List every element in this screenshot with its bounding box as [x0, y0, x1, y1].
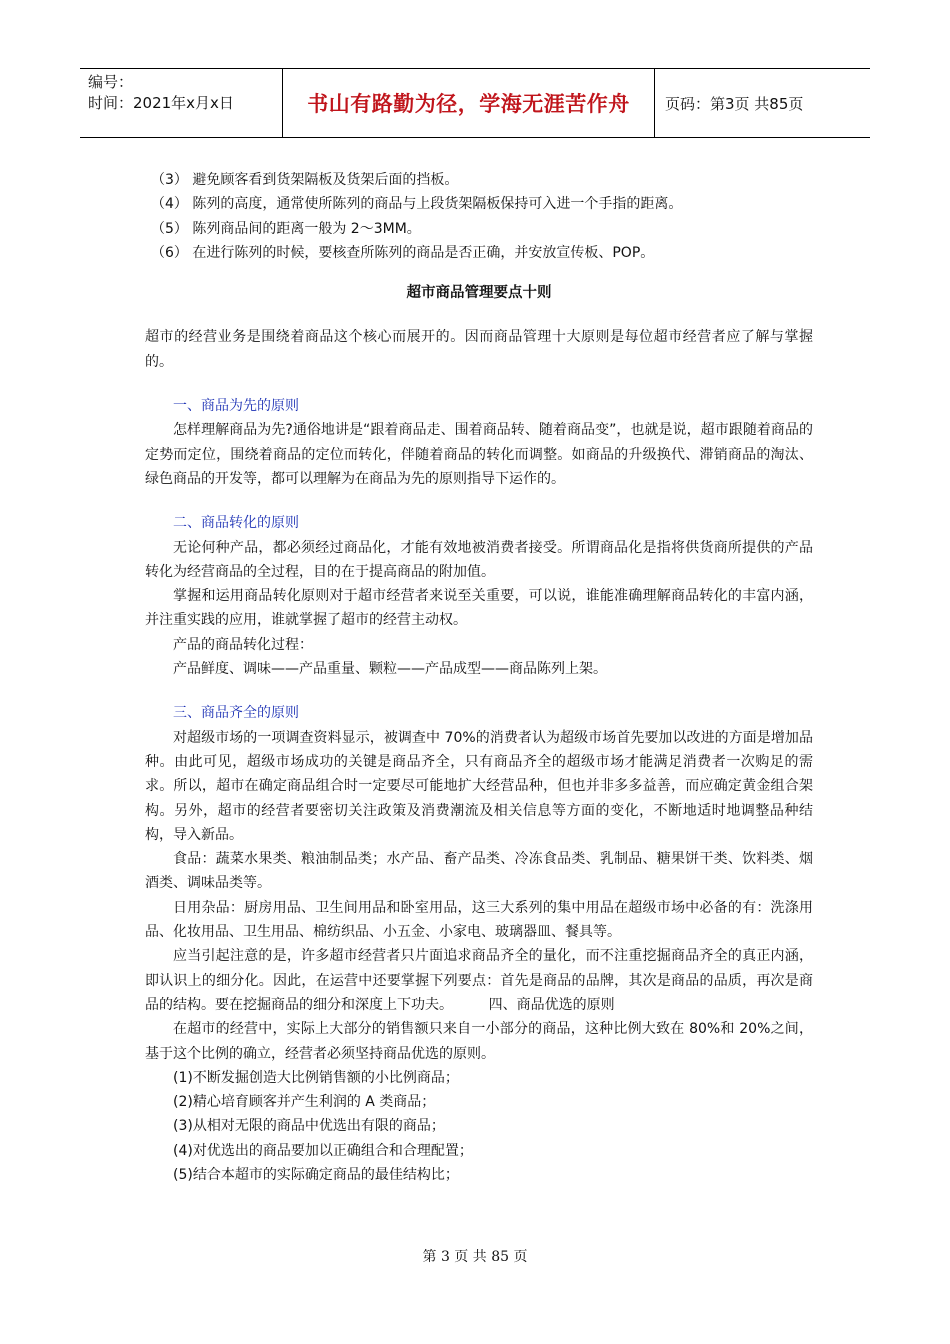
- number-label: 编号：: [88, 73, 134, 91]
- section-heading: 一、商品为先的原则: [173, 398, 299, 415]
- paragraph: 掌握和运用商品转化原则对于超市经营者来说至关重要，可以说，谁能准确理解商品转化的丰富内涵，并注重实践的应用，谁就掌握了超市的经营主动权。: [145, 588, 813, 629]
- list-item: (3)从相对无限的商品中优选出有限的商品；: [173, 1118, 445, 1135]
- paragraph: 无论何种产品，都必须经过商品化，才能有效地被消费者接受。所谓商品化是指将供货商所提供的产品转化为经营商品的全过程，目的在于提高商品的附加值。: [145, 539, 813, 580]
- time-label: 时间：2021年x月x日: [88, 94, 234, 112]
- inline-section-heading: 四、商品优选的原则: [488, 996, 615, 1013]
- list-item: (4)对优选出的商品要加以正确组合和合理配置；: [173, 1142, 473, 1159]
- paragraph: 怎样理解商品为先?通俗地讲是“跟着商品走、围着商品转、随着商品变”，也就是说，超市跟随着商品的定势而定位，围绕着商品的定位而转化，伴随着商品的转化而调整。如商品的升级换代、滞销商品的淘汰、绿色商品的开发等，都可以理解为在商品为先的原则指导下运作的。: [145, 422, 813, 487]
- list-item: （6） 在进行陈列的时候，要核查所陈列的商品是否正确，并安放宣传板、POP。: [151, 244, 655, 261]
- list-item: (1)不断发掘创造大比例销售额的小比例商品；: [173, 1069, 459, 1086]
- page-header: [80, 68, 870, 138]
- list-item: （3） 避免顾客看到货架隔板及货架后面的挡板。: [151, 172, 459, 188]
- paragraph: 对超级市场的一项调查资料显示，被调查中 70%的消费者认为超级市场首先要加以改进的方面是增加品种。由此可见，超级市场成功的关键是商品齐全，只有商品齐全的超级市场才能满足消费者一次购足的需求。所以，超市在确定商品组合时一定要尽可能地扩大经营品种，但也并非多多益善，而应确定黄金组合架构。另外，超市的经营者要密切关注政策及消费潮流及相关信息等方面的变化，不断地适时地调整品种结构，导入新品。: [145, 729, 813, 843]
- paragraph: 日用杂品：厨房用品、卫生间用品和卧室用品，这三大系列的集中用品在超级市场中必备的有：洗涤用品、化妆用品、卫生用品、棉纺织品、小五金、小家电、玻璃器皿、餐具等。: [145, 899, 813, 941]
- header-meta: [80, 69, 283, 137]
- paragraph: 产品鲜度、调味——产品重量、颗粒——产品成型——商品陈列上架。: [173, 661, 607, 678]
- paragraph-text: 应当引起注意的是，许多超市经营者只片面追求商品齐全的量化，而不注重挖掘商品齐全的真正内涵，即认识上的细分化。因此，在运营中还要掌握下列要点：首先是商品的品牌，其次是商品的品质，再次是商品的结构。要在挖掘商品的细分和深度上下功夫。: [145, 948, 813, 1013]
- paragraph: 产品的商品转化过程：: [173, 636, 313, 653]
- page-footer: 第 3 页 共 85 页: [422, 1249, 528, 1265]
- section-heading: 三、商品齐全的原则: [173, 705, 299, 722]
- list-item: （5） 陈列商品间的距离一般为 2～3MM。: [151, 220, 421, 237]
- paragraph: 食品：蔬菜水果类、粮油制品类；水产品、畜产品类、冷冻食品类、乳制品、糖果饼干类、饮料类、烟酒类、调味品类等。: [145, 851, 813, 892]
- header-motto-cell: [283, 69, 655, 137]
- section-heading: 二、商品转化的原则: [173, 515, 299, 532]
- intro-paragraph: 超市的经营业务是围绕着商品这个核心而展开的。因而商品管理十大原则是每位超市经营者应了解与掌握的。: [145, 329, 813, 370]
- list-item: (5)结合本超市的实际确定商品的最佳结构比；: [173, 1166, 459, 1183]
- list-item: （4） 陈列的高度，通常使所陈列的商品与上段货架隔板保持可入进一个手指的距离。: [151, 196, 683, 213]
- article-title: 超市商品管理要点十则: [406, 285, 552, 302]
- header-page-info: 页码：第3页 共85页: [665, 94, 804, 113]
- header-motto: 书山有路勤为径，学海无涯苦作舟: [307, 92, 630, 116]
- paragraph: 在超市的经营中，实际上大部分的销售额只来自一小部分的商品，这种比例大致在 80%和 20%之间，基于这个比例的确立，经营者必须坚持商品优选的原则。: [145, 1021, 813, 1062]
- paragraph: [145, 944, 813, 1017]
- list-item: (2)精心培育顾客并产生利润的 A 类商品；: [173, 1094, 436, 1111]
- document-body: [145, 168, 813, 1187]
